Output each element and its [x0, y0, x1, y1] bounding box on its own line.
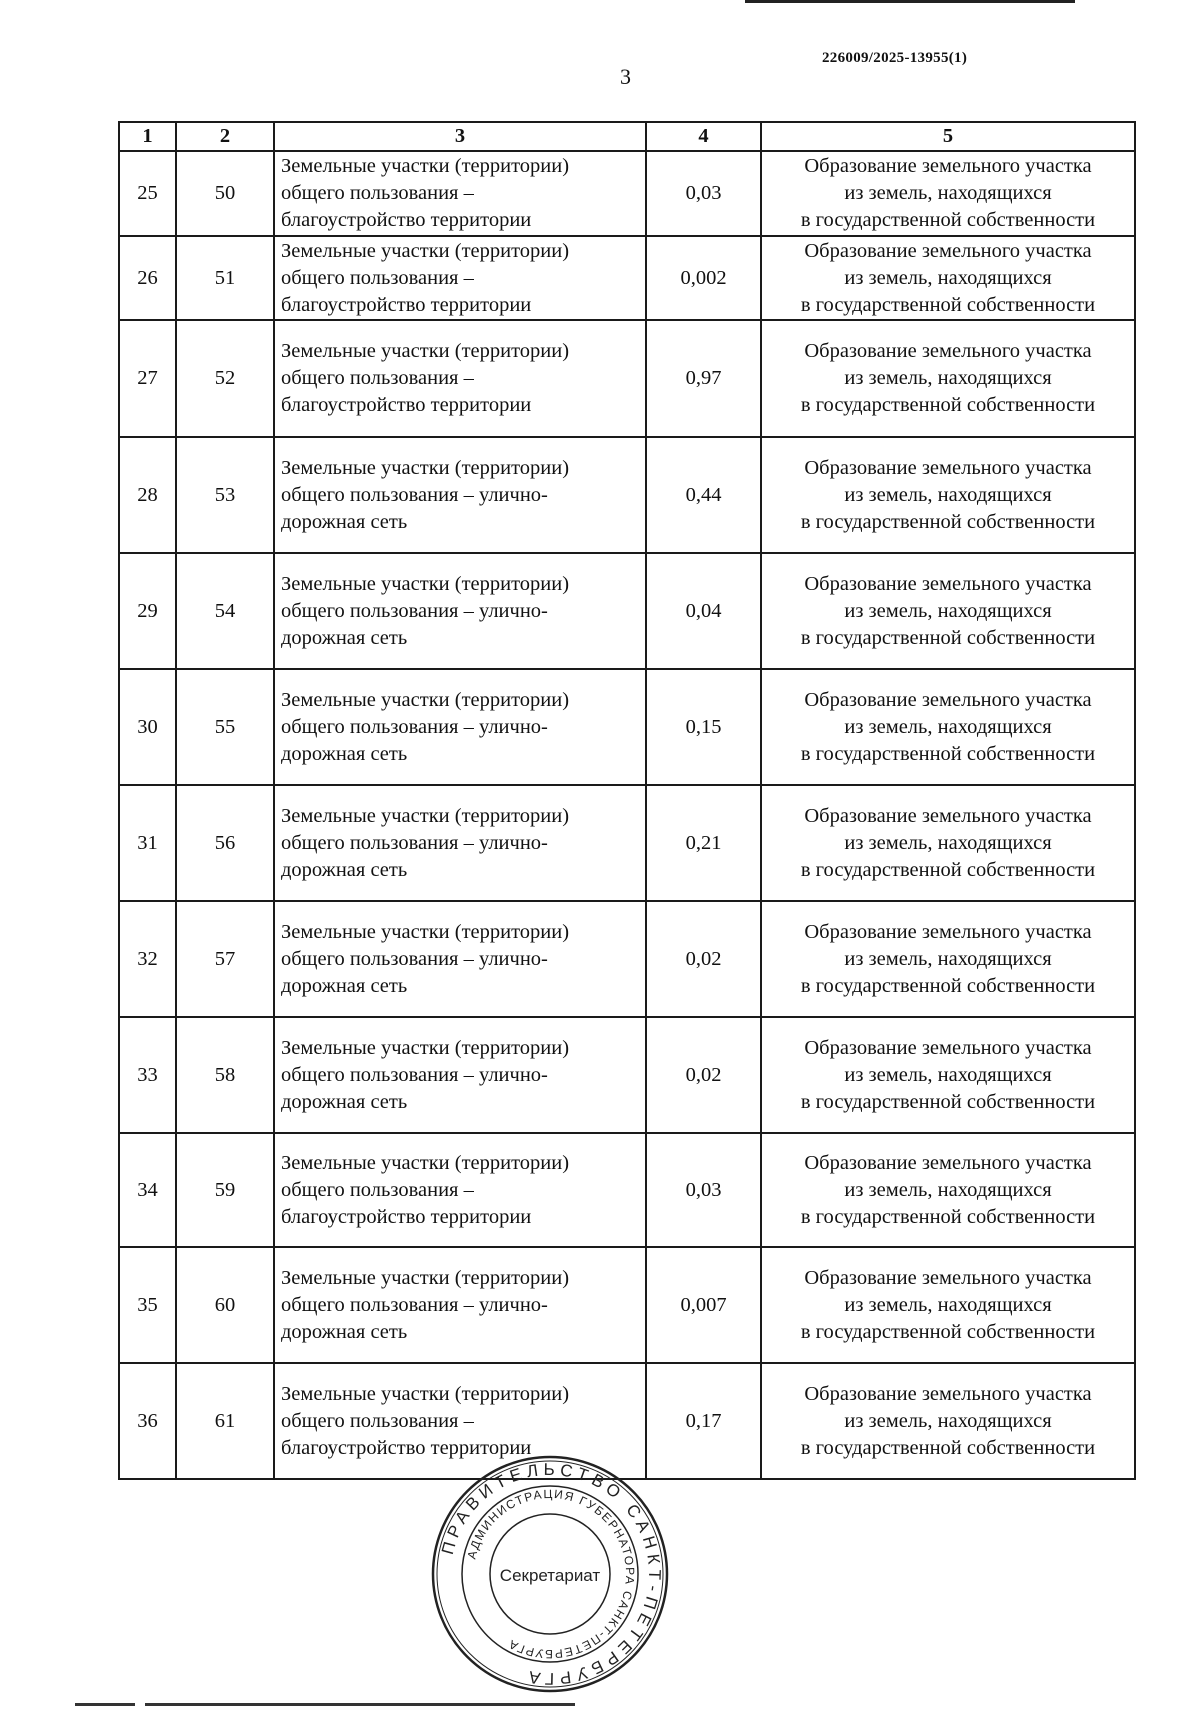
- note-line: Образование земельного участка: [804, 1382, 1092, 1405]
- plot-id-cell: 56: [176, 785, 274, 901]
- row-number-cell: 25: [119, 151, 176, 236]
- note-cell: [761, 1247, 1135, 1363]
- column-header: 2: [176, 122, 274, 151]
- description-line: Земельные участки (территории): [281, 1266, 570, 1289]
- description-line: Земельные участки (территории): [281, 456, 570, 479]
- note-line: в государственной собственности: [800, 626, 1096, 649]
- description-cell: [274, 785, 646, 901]
- note-line: из земель, находящихся: [844, 715, 1052, 738]
- description-line: Земельные участки (территории): [281, 920, 570, 943]
- land-plots-table: [118, 121, 1136, 1480]
- note-cell: [761, 669, 1135, 785]
- description-line: общего пользования – улично-: [281, 831, 548, 854]
- area-cell: 0,97: [646, 320, 761, 437]
- table-row: [119, 1133, 1135, 1247]
- note-line: из земель, находящихся: [844, 831, 1052, 854]
- column-header: 5: [761, 122, 1135, 151]
- note-line: из земель, находящихся: [844, 367, 1052, 389]
- description-cell: [274, 1017, 646, 1133]
- description-cell: [274, 1247, 646, 1363]
- note-line: из земель, находящихся: [844, 947, 1052, 970]
- note-line: Образование земельного участка: [804, 456, 1092, 479]
- description-line: Земельные участки (территории): [281, 1151, 570, 1174]
- note-cell: [761, 151, 1135, 236]
- description-line: общего пользования – улично-: [281, 1293, 548, 1316]
- column-header: 3: [274, 122, 646, 151]
- description-line: благоустройство территории: [281, 394, 532, 416]
- note-cell: [761, 901, 1135, 1017]
- note-line: Образование земельного участка: [804, 920, 1092, 943]
- note-line: в государственной собственности: [800, 510, 1096, 533]
- description-cell: [274, 320, 646, 437]
- note-line: из земель, находящихся: [844, 1178, 1052, 1201]
- description-line: Земельные участки (территории): [281, 688, 570, 711]
- plot-id-cell: 55: [176, 669, 274, 785]
- table-row: [119, 901, 1135, 1017]
- plot-id-cell: 51: [176, 236, 274, 320]
- description-line: Земельные участки (территории): [281, 1036, 570, 1059]
- official-seal: [430, 1454, 670, 1694]
- description-cell: [274, 437, 646, 553]
- note-line: в государственной собственности: [800, 293, 1096, 316]
- document-number: 226009/2025-13955(1): [822, 50, 968, 66]
- description-line: дорожная сеть: [281, 974, 408, 997]
- description-cell: [274, 553, 646, 669]
- note-line: в государственной собственности: [800, 394, 1096, 416]
- description-cell: [274, 236, 646, 320]
- note-line: из земель, находящихся: [844, 1293, 1052, 1316]
- plot-id-cell: 58: [176, 1017, 274, 1133]
- table-row: [119, 1247, 1135, 1363]
- column-header: 4: [646, 122, 761, 151]
- description-line: общего пользования –: [281, 182, 474, 204]
- description-line: Земельные участки (территории): [281, 340, 570, 362]
- description-line: дорожная сеть: [281, 742, 408, 765]
- description-line: дорожная сеть: [281, 1090, 408, 1113]
- description-cell: [274, 1133, 646, 1247]
- seal-outer-text: ПРАВИТЕЛЬСТВО САНКТ-ПЕТЕРБУРГА: [437, 1459, 665, 1689]
- table-row: [119, 151, 1135, 236]
- plot-id-cell: 57: [176, 901, 274, 1017]
- note-line: Образование земельного участка: [804, 239, 1092, 262]
- row-number-cell: 29: [119, 553, 176, 669]
- note-cell: [761, 1363, 1135, 1479]
- plot-id-cell: 60: [176, 1247, 274, 1363]
- note-line: Образование земельного участка: [804, 1036, 1092, 1059]
- plot-id-cell: 50: [176, 151, 274, 236]
- page-number: 3: [620, 64, 631, 89]
- row-number-cell: 30: [119, 669, 176, 785]
- description-line: общего пользования –: [281, 1178, 474, 1201]
- area-cell: 0,007: [646, 1247, 761, 1363]
- row-number-cell: 31: [119, 785, 176, 901]
- note-line: из земель, находящихся: [844, 483, 1052, 506]
- note-line: Образование земельного участка: [804, 804, 1092, 827]
- area-cell: 0,03: [646, 151, 761, 236]
- note-line: Образование земельного участка: [804, 1151, 1092, 1174]
- area-cell: 0,02: [646, 901, 761, 1017]
- description-line: благоустройство территории: [281, 209, 532, 231]
- description-line: дорожная сеть: [281, 858, 408, 881]
- table-row: [119, 236, 1135, 320]
- row-number-cell: 28: [119, 437, 176, 553]
- plot-id-cell: 61: [176, 1363, 274, 1479]
- note-cell: [761, 320, 1135, 437]
- note-line: из земель, находящихся: [844, 1063, 1052, 1086]
- area-cell: 0,15: [646, 669, 761, 785]
- note-cell: [761, 785, 1135, 901]
- note-line: в государственной собственности: [800, 1205, 1096, 1228]
- note-cell: [761, 1017, 1135, 1133]
- description-line: общего пользования – улично-: [281, 483, 548, 506]
- description-cell: [274, 669, 646, 785]
- description-line: Земельные участки (территории): [281, 572, 570, 595]
- description-line: Земельные участки (территории): [281, 239, 570, 262]
- note-line: в государственной собственности: [800, 974, 1096, 997]
- description-line: дорожная сеть: [281, 1320, 408, 1343]
- note-line: Образование земельного участка: [804, 340, 1092, 362]
- table-row: [119, 1017, 1135, 1133]
- table-row: [119, 437, 1135, 553]
- note-line: Образование земельного участка: [804, 1266, 1092, 1289]
- note-line: в государственной собственности: [800, 209, 1096, 231]
- note-line: в государственной собственности: [800, 1320, 1096, 1343]
- description-line: Земельные участки (территории): [281, 155, 570, 177]
- area-cell: 0,44: [646, 437, 761, 553]
- note-line: из земель, находящихся: [844, 182, 1052, 204]
- area-cell: 0,002: [646, 236, 761, 320]
- row-number-cell: 26: [119, 236, 176, 320]
- row-number-cell: 27: [119, 320, 176, 437]
- description-line: общего пользования – улично-: [281, 599, 548, 622]
- description-line: общего пользования – улично-: [281, 947, 548, 970]
- note-cell: [761, 1133, 1135, 1247]
- description-line: благоустройство территории: [281, 293, 532, 316]
- table-body: [119, 151, 1135, 1479]
- description-line: Земельные участки (территории): [281, 1382, 570, 1405]
- note-line: в государственной собственности: [800, 858, 1096, 881]
- description-line: общего пользования –: [281, 1409, 474, 1432]
- table-row: [119, 669, 1135, 785]
- description-cell: [274, 901, 646, 1017]
- plot-id-cell: 59: [176, 1133, 274, 1247]
- bottom-rule: [75, 1703, 135, 1706]
- table-row: [119, 320, 1135, 437]
- note-line: из земель, находящихся: [844, 266, 1052, 289]
- description-line: общего пользования – улично-: [281, 715, 548, 738]
- row-number-cell: 34: [119, 1133, 176, 1247]
- table-row: [119, 785, 1135, 901]
- note-cell: [761, 437, 1135, 553]
- top-rule: [745, 0, 1075, 3]
- note-line: из земель, находящихся: [844, 599, 1052, 622]
- area-cell: 0,04: [646, 553, 761, 669]
- seal-center-text: Секретариат: [499, 1566, 601, 1585]
- note-cell: [761, 553, 1135, 669]
- description-line: общего пользования –: [281, 266, 474, 289]
- note-line: в государственной собственности: [800, 1436, 1096, 1459]
- area-cell: 0,03: [646, 1133, 761, 1247]
- note-line: Образование земельного участка: [804, 572, 1092, 595]
- area-cell: 0,21: [646, 785, 761, 901]
- row-number-cell: 36: [119, 1363, 176, 1479]
- note-cell: [761, 236, 1135, 320]
- row-number-cell: 32: [119, 901, 176, 1017]
- row-number-cell: 35: [119, 1247, 176, 1363]
- note-line: в государственной собственности: [800, 1090, 1096, 1113]
- table-row: [119, 553, 1135, 669]
- area-cell: 0,02: [646, 1017, 761, 1133]
- description-line: общего пользования – улично-: [281, 1063, 548, 1086]
- plot-id-cell: 52: [176, 320, 274, 437]
- column-header: 1: [119, 122, 176, 151]
- description-line: благоустройство территории: [281, 1205, 532, 1228]
- plot-id-cell: 54: [176, 553, 274, 669]
- note-line: Образование земельного участка: [804, 688, 1092, 711]
- row-number-cell: 33: [119, 1017, 176, 1133]
- description-line: благоустройство территории: [281, 1436, 532, 1459]
- description-cell: [274, 151, 646, 236]
- description-line: дорожная сеть: [281, 626, 408, 649]
- description-line: Земельные участки (территории): [281, 804, 570, 827]
- description-line: общего пользования –: [281, 367, 474, 389]
- plot-id-cell: 53: [176, 437, 274, 553]
- area-cell: 0,17: [646, 1363, 761, 1479]
- description-line: дорожная сеть: [281, 510, 408, 533]
- seal-inner-text: АДМИНИСТРАЦИЯ ГУБЕРНАТОРА САНКТ-ПЕТЕРБУРГА: [464, 1486, 638, 1662]
- bottom-rule: [145, 1703, 575, 1706]
- table-header-row: [119, 122, 1135, 151]
- note-line: в государственной собственности: [800, 742, 1096, 765]
- note-line: Образование земельного участка: [804, 155, 1092, 177]
- note-line: из земель, находящихся: [844, 1409, 1052, 1432]
